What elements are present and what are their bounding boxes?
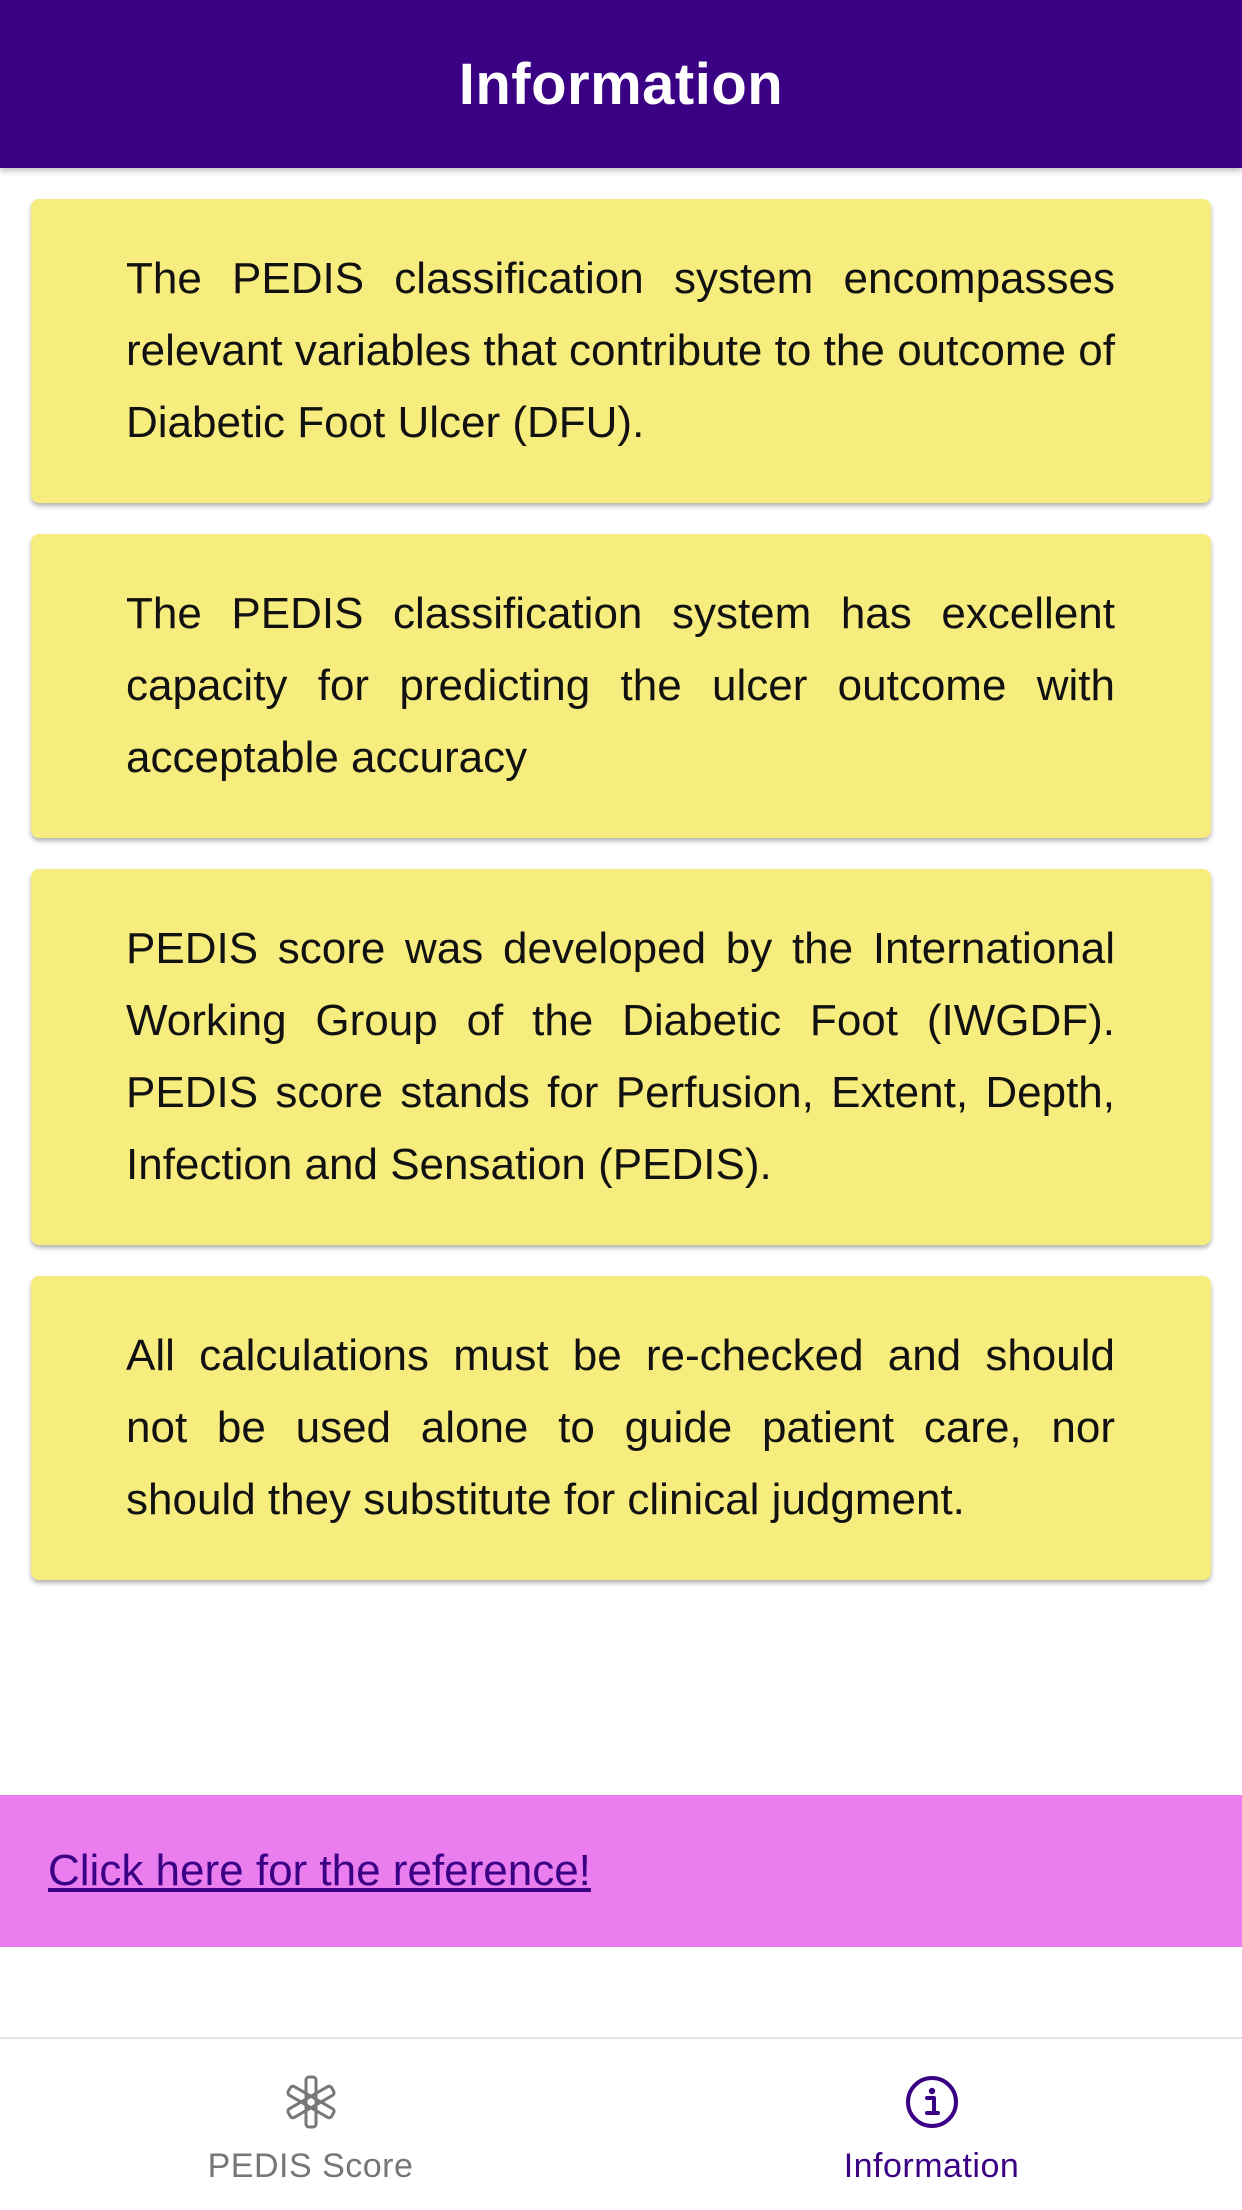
tab-label: PEDIS Score [207, 2147, 414, 2185]
info-card [31, 199, 1211, 503]
info-card-text: The PEDIS classification system has excellent capacity for predicting the ulcer outcome with acceptable accuracy [126, 589, 1115, 782]
asterisk-icon [282, 2073, 340, 2131]
info-card [31, 1276, 1211, 1580]
info-card-text: The PEDIS classification system encompasses relevant variables that contribute to the outcome of Diabetic Foot Ulcer (DFU). [126, 254, 1115, 447]
info-card [31, 869, 1211, 1245]
app-header [0, 0, 1242, 168]
info-card [31, 534, 1211, 838]
reference-link[interactable]: Click here for the reference! [48, 1846, 591, 1895]
tab-information[interactable] [621, 2039, 1242, 2210]
info-cards [31, 199, 1211, 1611]
tab-pedis-score[interactable] [0, 2039, 621, 2210]
info-card-text: PEDIS score was developed by the International Working Group of the Diabetic Foot (IWGDF). PEDIS score stands for Perfusion, Extent, Depth, Infection and Sensation (PEDIS). [126, 924, 1115, 1189]
info-circle-icon [903, 2073, 961, 2131]
reference-banner [0, 1795, 1242, 1947]
tab-label: Information [843, 2147, 1020, 2185]
info-card-text: All calculations must be re-checked and should not be used alone to guide patient care, nor should they substitute for clinical judgment. [126, 1331, 1115, 1524]
page-title: Information [458, 51, 784, 117]
bottom-tab-bar [0, 2037, 1242, 2210]
